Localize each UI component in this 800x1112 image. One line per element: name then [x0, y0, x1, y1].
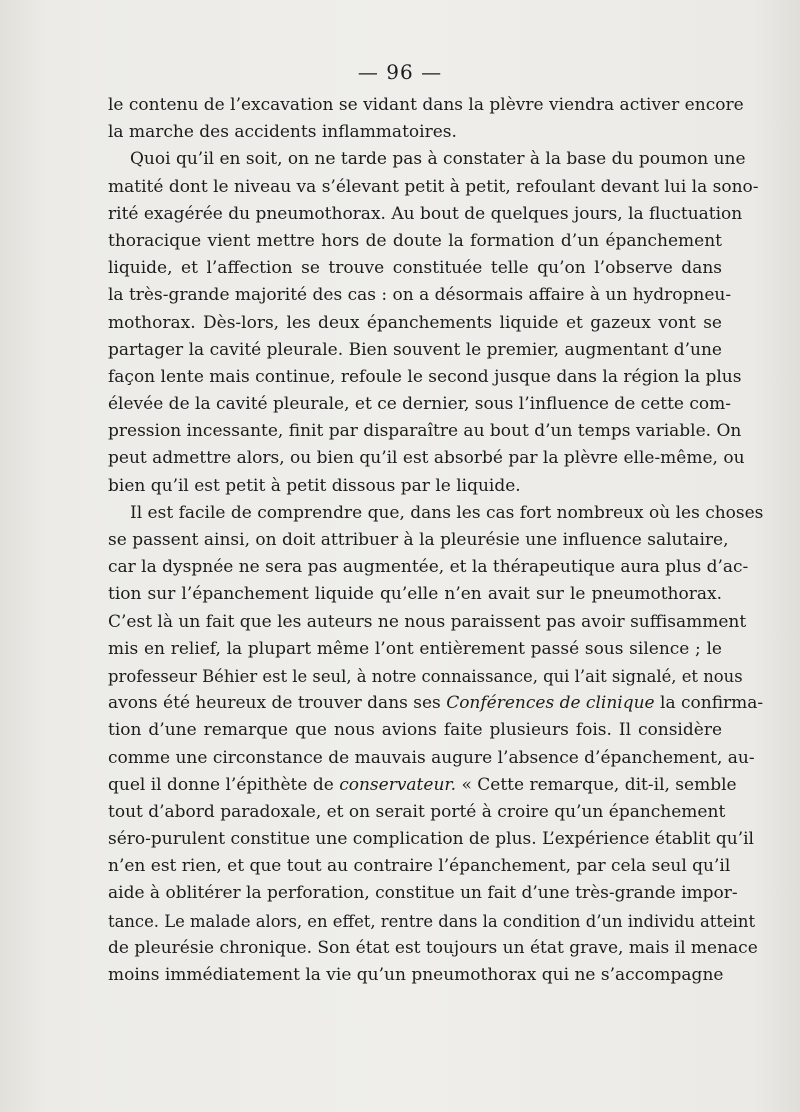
page-number: — 96 —	[357, 60, 443, 84]
body-text	[108, 92, 764, 989]
text-line	[108, 500, 764, 527]
text-line	[108, 282, 732, 309]
text-line	[108, 146, 746, 173]
text-segment: la confirma-	[654, 693, 764, 714]
text-segment: façon lente mais continue, refoule le second jusque dans la région la plus	[108, 366, 742, 387]
text-segment: Quoi qu’il en soit, on ne tarde pas à constater à la base du poumon une	[130, 149, 746, 170]
text-segment: n’en est rien, et que tout au contraire l’épanchement, par cela seul qu’il	[108, 856, 731, 877]
text-line	[108, 255, 722, 282]
text-segment: « Cette remarque, dit-il, semble	[456, 774, 737, 795]
text-segment: pression incessante, finit par disparaître au bout d’un temps variable. On	[108, 421, 742, 442]
text-segment: le contenu de l’excavation se vidant dans la plèvre viendra activer encore	[108, 95, 744, 115]
text-line	[108, 663, 743, 690]
text-segment: C’est là un fait que les auteurs ne nous paraissent pas avoir suffisamment	[108, 611, 747, 632]
text-segment: aide à oblitérer la perforation, constitue un fait d’une très-grande impor-	[108, 883, 738, 904]
text-segment: mothorax. Dès-lors, les deux épanchements liquide et gazeux vont se	[108, 312, 722, 333]
text-segment: avons été heureux de trouver dans ses	[108, 693, 447, 714]
text-line	[108, 228, 722, 255]
text-line	[108, 690, 764, 717]
text-line	[108, 745, 755, 772]
text-line	[108, 445, 745, 472]
text-segment: matité dont le niveau va s’élevant petit à petit, refoulant devant lui la sono-	[108, 176, 759, 197]
text-line	[108, 908, 756, 935]
text-line	[108, 962, 722, 989]
text-segment: peut admettre alors, ou bien qu’il est absorbé par la plèvre elle-même, ou	[108, 448, 745, 469]
text-segment: partager la cavité pleurale. Bien souvent le premier, augmentant d’une	[108, 339, 722, 360]
italic-title: Conférences de clinique	[446, 693, 655, 714]
text-segment: comme une circonstance de mauvais augure l’absence d’épanchement, au-	[108, 747, 755, 768]
text-segment: mis en relief, la plupart même l’ont entièrement passé sous silence ; le	[108, 638, 722, 659]
text-segment: tion sur l’épanchement liquide qu’elle n’en avait sur le pneumothorax.	[108, 584, 722, 605]
text-line	[108, 799, 726, 826]
text-segment: tout d’abord paradoxale, et on serait porté à croire qu’un épanchement	[108, 801, 726, 822]
text-segment: rité exagérée du pneumothorax. Au bout de quelques jours, la fluctuation	[108, 203, 743, 224]
italic-title: conservateur.	[339, 774, 457, 795]
text-line	[108, 418, 742, 445]
text-line	[108, 609, 747, 636]
text-line	[108, 853, 731, 880]
text-line	[108, 772, 737, 799]
text-segment: moins immédiatement la vie qu’un pneumothorax qui ne s’accompagne	[108, 965, 724, 985]
text-line	[108, 935, 758, 962]
text-segment: liquide, et l’affection se trouve constituée telle qu’on l’observe dans	[108, 258, 722, 279]
text-line	[108, 636, 722, 663]
text-line	[108, 826, 754, 853]
text-segment: séro-purulent constitue une complication de plus. L’expérience établit qu’il	[108, 829, 754, 850]
text-line	[108, 391, 731, 418]
text-line	[108, 554, 749, 581]
text-segment: élevée de la cavité pleurale, et ce dernier, sous l’influence de cette com-	[108, 394, 731, 415]
text-line	[108, 92, 744, 119]
text-segment: quel il donne l’épithète de	[108, 774, 340, 795]
text-segment: Il est facile de comprendre que, dans les cas fort nombreux où les choses	[130, 502, 764, 523]
text-line	[108, 364, 742, 391]
text-segment: tance. Le malade alors, en effet, rentre dans la condition d’un individu atteint	[108, 911, 756, 931]
text-line	[108, 581, 722, 608]
text-line	[108, 119, 722, 146]
text-segment: tion d’une remarque que nous avions faite plusieurs fois. Il considère	[108, 720, 722, 741]
text-line	[108, 880, 738, 907]
text-segment: car la dyspnée ne sera pas augmentée, et la thérapeutique aura plus d’ac-	[108, 557, 749, 578]
text-segment: bien qu’il est petit à petit dissous par le liquide.	[108, 475, 521, 496]
text-line	[108, 473, 722, 500]
text-segment: de pleurésie chronique. Son état est toujours un état grave, mais il menace	[108, 937, 758, 958]
text-line	[108, 201, 743, 228]
text-line	[108, 174, 759, 201]
text-segment: se passent ainsi, on doit attribuer à la pleurésie une influence salutaire,	[108, 530, 729, 550]
text-line	[108, 310, 722, 337]
text-line	[108, 717, 722, 744]
text-line	[108, 337, 722, 364]
text-segment: la marche des accidents inflammatoires.	[108, 122, 457, 143]
text-segment: professeur Béhier est le seul, à notre connaissance, qui l’ait signalé, et nous	[108, 666, 743, 686]
text-line	[108, 527, 729, 554]
text-segment: thoracique vient mettre hors de doute la formation d’un épanchement	[108, 230, 722, 251]
text-segment: la très-grande majorité des cas : on a désormais affaire à un hydropneu-	[108, 285, 732, 306]
